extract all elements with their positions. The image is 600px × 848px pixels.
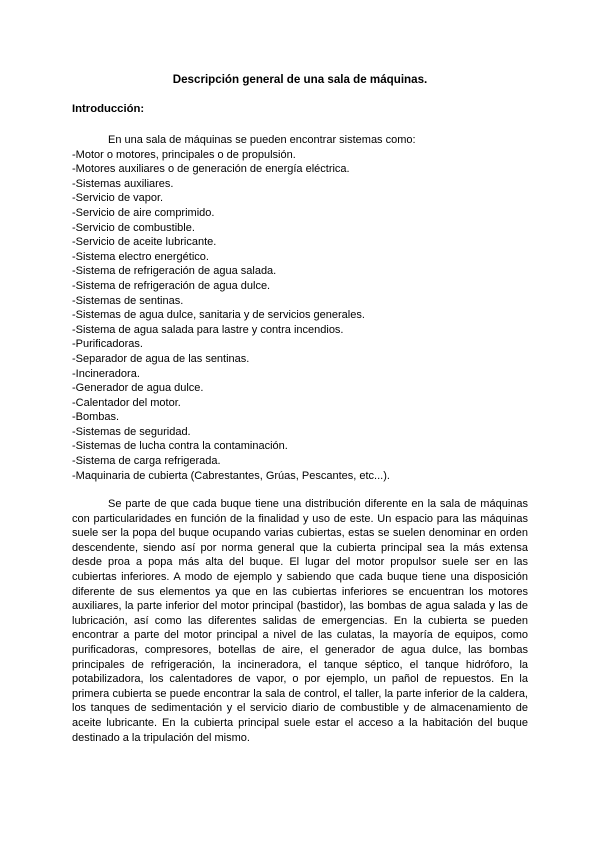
list-item: -Incineradora. (72, 367, 140, 380)
list-item: -Servicio de combustible. (72, 221, 195, 234)
list-item: -Sistema de refrigeración de agua salada. (72, 265, 277, 278)
section-heading: Introducción: (72, 103, 145, 115)
list-item: -Separador de agua de las sentinas. (72, 352, 250, 365)
list-item: -Sistema de refrigeración de agua dulce. (72, 279, 271, 292)
list-item: -Sistemas de seguridad. (72, 425, 191, 438)
list-item: -Motores auxiliares o de generación de energía eléctrica. (72, 163, 350, 176)
list-item: -Calentador del motor. (72, 396, 181, 409)
list-item: -Bombas. (72, 411, 120, 424)
list-item: -Motor o motores, principales o de propulsión. (72, 148, 296, 161)
list-item: -Purificadoras. (72, 338, 143, 351)
intro-sentence: En una sala de máquinas se pueden encontrar sistemas como: (108, 134, 416, 146)
list-item: -Maquinaria de cubierta (Cabrestantes, Grúas, Pescantes, etc...). (72, 469, 390, 482)
list-item: -Servicio de vapor. (72, 192, 164, 205)
list-item: -Sistemas de sentinas. (72, 294, 184, 307)
list-item: -Servicio de aire comprimido. (72, 206, 215, 219)
list-item: -Sistemas auxiliares. (72, 177, 174, 190)
body-paragraph: Se parte de que cada buque tiene una distribución diferente en la sala de máquinas con particularidades en función de la finalidad y uso de este. Un espacio para las máquinas suele ser la popa del buque ocupando varias cubiertas, estas se suelen denominar en orden descendente, siendo así por norma general que la cubierta principal sea la más extensa desde proa a popa más alta del buque. El lugar del motor propulsor suele ser en las cubiertas inferiores. A modo de ejemplo y sabiendo que cada buque tiene una disposición diferente de sus elementos ya que en las cubiertas inferiores se encuentran los motores auxiliares, la parte inferior del motor principal (bastidor), las bombas de agua salada y las de lubricación, así como las diferentes salidas de emergencias. En la cubierta se pueden encontrar a parte del motor principal a nivel de las culatas, la mayoría de equipos, como purificadoras, compresores, botellas de aire, el generador de agua dulce, las bombas principales de refrigeración, la incineradora, el tanque séptico, el tanque hidróforo, la potabilizadora, los calentadores de vapor, o por ejemplo, un pañol de repuestos. En la primera cubierta se puede encontrar la sala de control, el taller, la parte inferior de la caldera, los tanques de sedimentación y el servicio diario de combustible y de almacenamiento de aceite lubricante. En la cubierta principal suele estar el acceso a la habitación del buque destinado a la tripulación del mismo. (72, 498, 528, 744)
list-item: -Sistema electro energético. (72, 250, 209, 263)
list-item: -Generador de agua dulce. (72, 382, 204, 395)
list-item: -Sistemas de agua dulce, sanitaria y de servicios generales. (72, 309, 365, 322)
list-item: -Servicio de aceite lubricante. (72, 236, 217, 249)
list-item: -Sistema de agua salada para lastre y contra incendios. (72, 323, 344, 336)
list-item: -Sistemas de lucha contra la contaminación. (72, 440, 288, 453)
systems-list (72, 148, 532, 484)
list-item: -Sistema de carga refrigerada. (72, 455, 221, 468)
document-title: Descripción general de una sala de máquinas. (172, 73, 428, 86)
